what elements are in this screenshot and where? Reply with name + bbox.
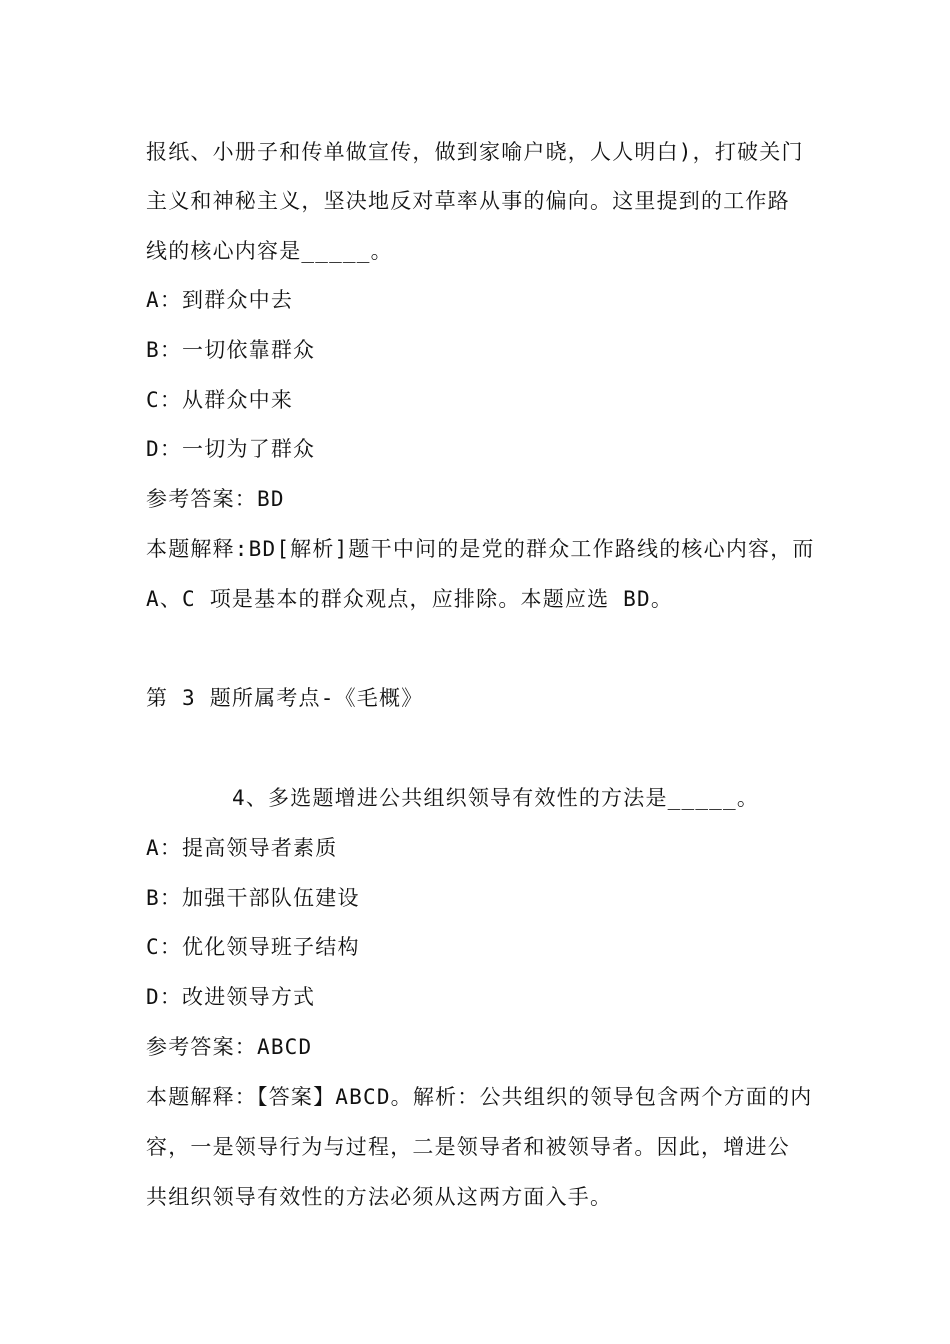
question4-option-d: D：改进领导方式: [146, 985, 316, 1009]
question3-stem-line-2: 主义和神秘主义，坚决地反对草率从事的偏向。这里提到的工作路: [146, 189, 790, 213]
question3-option-b: B：一切依靠群众: [146, 338, 316, 362]
question3-stem-line-1: 报纸、小册子和传单做宣传，做到家喻户晓，人人明白)，打破关门: [146, 140, 804, 164]
question4-explanation-line-2: 容，一是领导行为与过程，二是领导者和被领导者。因此，增进公: [146, 1135, 790, 1159]
question3-topic: 第 3 题所属考点-《毛概》: [146, 686, 424, 710]
question4-stem: 4、多选题增进公共组织领导有效性的方法是_____。: [232, 786, 760, 810]
question3-answer: 参考答案：BD: [146, 487, 285, 511]
question3-option-a: A：到群众中去: [146, 288, 294, 312]
question4-option-b: B：加强干部队伍建设: [146, 886, 360, 910]
question4-explanation-line-3: 共组织领导有效性的方法必须从这两方面入手。: [146, 1185, 613, 1209]
question4-answer: 参考答案：ABCD: [146, 1035, 313, 1059]
question3-option-d: D：一切为了群众: [146, 437, 316, 461]
question4-explanation-line-1: 本题解释：【答案】ABCD。解析：公共组织的领导包含两个方面的内: [146, 1085, 813, 1109]
question3-option-c: C：从群众中来: [146, 388, 294, 412]
question3-stem-line-3: 线的核心内容是_____。: [146, 239, 393, 263]
question3-explanation-line-1: 本题解释:BD[解析]题干中问的是党的群众工作路线的核心内容，而: [146, 537, 815, 561]
question3-explanation-line-2: A、C 项是基本的群众观点，应排除。本题应选 BD。: [146, 587, 674, 611]
question4-option-c: C：优化领导班子结构: [146, 935, 360, 959]
question4-option-a: A：提高领导者素质: [146, 836, 338, 860]
